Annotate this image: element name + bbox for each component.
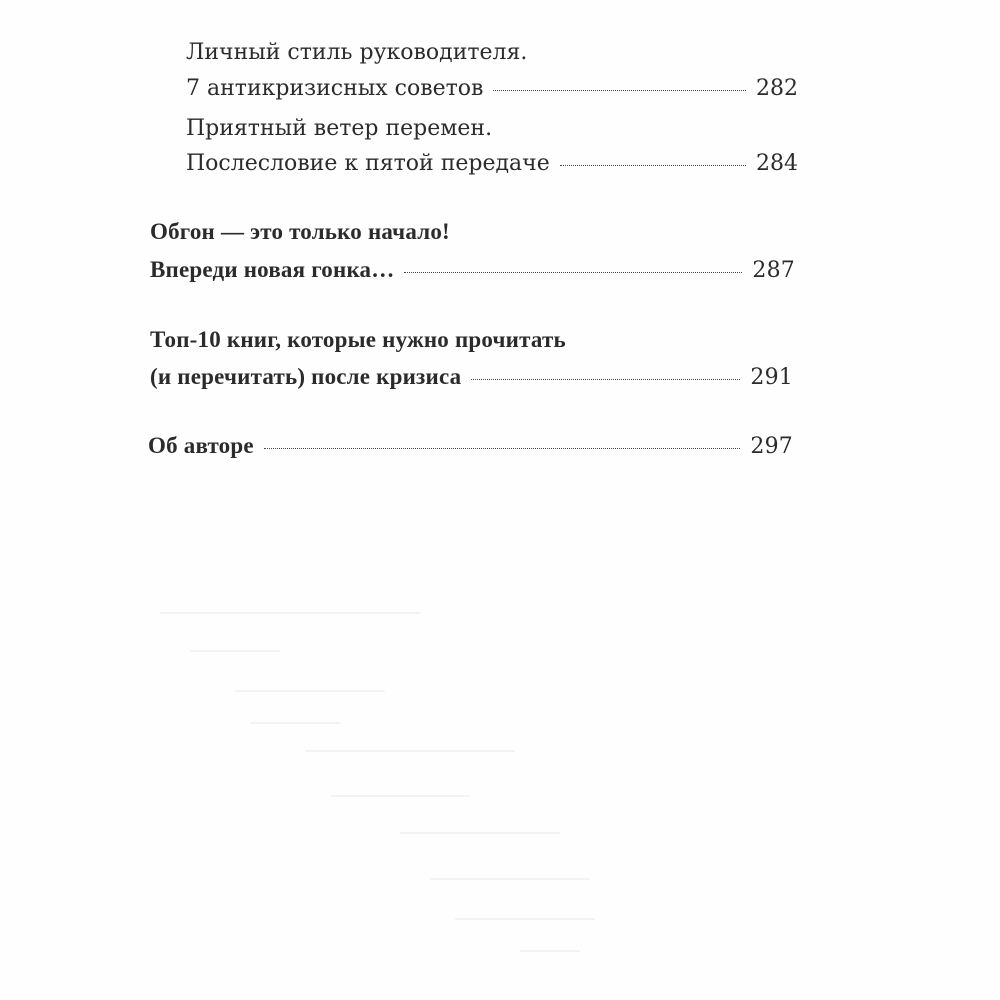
toc-entry-title-line: Послесловие к пятой передаче <box>186 151 550 176</box>
dot-leader <box>404 272 742 273</box>
dot-leader <box>264 448 741 449</box>
toc-entry-title-line: 7 антикризисных советов <box>186 76 484 101</box>
dot-leader <box>493 90 746 91</box>
show-through-mark <box>160 612 420 614</box>
show-through-mark <box>305 750 515 752</box>
toc-entry-title-line: Об авторе <box>148 433 254 458</box>
toc-page-number: 287 <box>752 258 795 283</box>
show-through-mark <box>190 650 280 652</box>
toc-entry-title-line: Впереди новая гонка… <box>150 257 395 282</box>
show-through-mark <box>330 795 470 797</box>
toc-entry-last-line <box>186 153 798 175</box>
toc-entry-last-line <box>150 258 795 282</box>
dot-leader <box>560 165 746 166</box>
toc-entry-last-line <box>150 365 793 389</box>
toc-entry-title-line: Обгон — это только начало! <box>150 219 450 244</box>
show-through-mark <box>430 878 590 880</box>
toc-entry-title-line: Топ-10 книг, которые нужно прочитать <box>150 327 566 352</box>
toc-page-number: 284 <box>756 151 798 176</box>
dot-leader <box>471 379 740 380</box>
toc-page-number: 282 <box>756 76 798 101</box>
show-through-mark <box>250 722 340 724</box>
toc-entry-title-line: (и перечитать) после кризиса <box>150 364 462 389</box>
show-through-mark <box>455 918 595 920</box>
show-through-mark <box>400 832 560 834</box>
toc-entry-title-line: Приятный ветер перемен. <box>186 116 493 141</box>
toc-entry-last-line <box>186 78 798 100</box>
show-through-mark <box>235 690 385 692</box>
toc-entry-title-line: Личный стиль руководителя. <box>186 40 528 65</box>
show-through-mark <box>520 950 580 952</box>
toc-page-number: 297 <box>750 434 793 459</box>
toc-entry-last-line <box>148 434 793 458</box>
toc-page-number: 291 <box>750 365 793 390</box>
